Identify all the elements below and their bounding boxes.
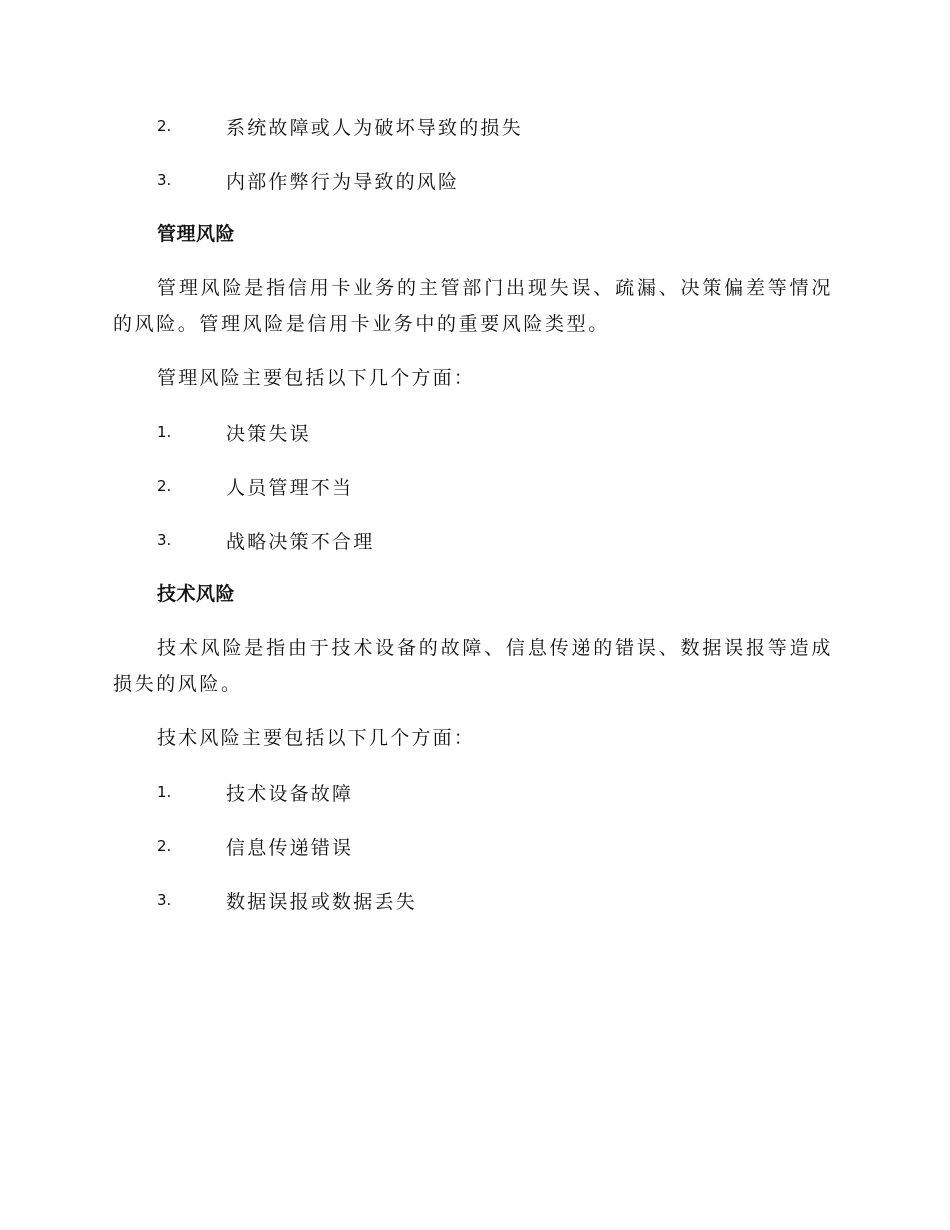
list-number: 3.	[157, 171, 172, 189]
list-item	[113, 774, 833, 810]
list-number: 2.	[157, 837, 172, 855]
list-item	[113, 162, 833, 198]
list-text: 决策失误	[226, 422, 311, 445]
intro-technical: 技术风险主要包括以下几个方面：	[157, 727, 476, 749]
list-number: 2.	[157, 117, 172, 135]
list-text: 数据误报或数据丢失	[226, 890, 417, 913]
list-number: 2.	[157, 477, 172, 495]
list-item	[113, 522, 833, 558]
list-number: 3.	[157, 531, 172, 549]
list-item	[113, 414, 833, 450]
section-heading-technical: 技术风险	[157, 583, 236, 605]
list-number: 3.	[157, 891, 172, 909]
list-text: 技术设备故障	[226, 782, 354, 805]
section-heading-management: 管理风险	[157, 223, 236, 245]
list-text: 战略决策不合理	[226, 530, 375, 553]
document-body	[113, 108, 833, 936]
list-text: 系统故障或人为破坏导致的损失	[226, 116, 523, 139]
list-number: 1.	[157, 423, 172, 441]
list-text: 人员管理不当	[226, 476, 354, 499]
list-text: 信息传递错误	[226, 836, 354, 859]
list-item	[113, 882, 833, 918]
list-text: 内部作弊行为导致的风险	[226, 170, 460, 193]
intro-management: 管理风险主要包括以下几个方面：	[157, 367, 476, 389]
list-item	[113, 108, 833, 144]
list-number: 1.	[157, 783, 172, 801]
paragraph-management: 管理风险是指信用卡业务的主管部门出现失误、疏漏、决策偏差等情况的风险。管理风险是信用卡业务中的重要风险类型。	[113, 277, 833, 335]
paragraph-technical: 技术风险是指由于技术设备的故障、信息传递的错误、数据误报等造成损失的风险。	[113, 637, 833, 695]
list-item	[113, 468, 833, 504]
list-item	[113, 828, 833, 864]
